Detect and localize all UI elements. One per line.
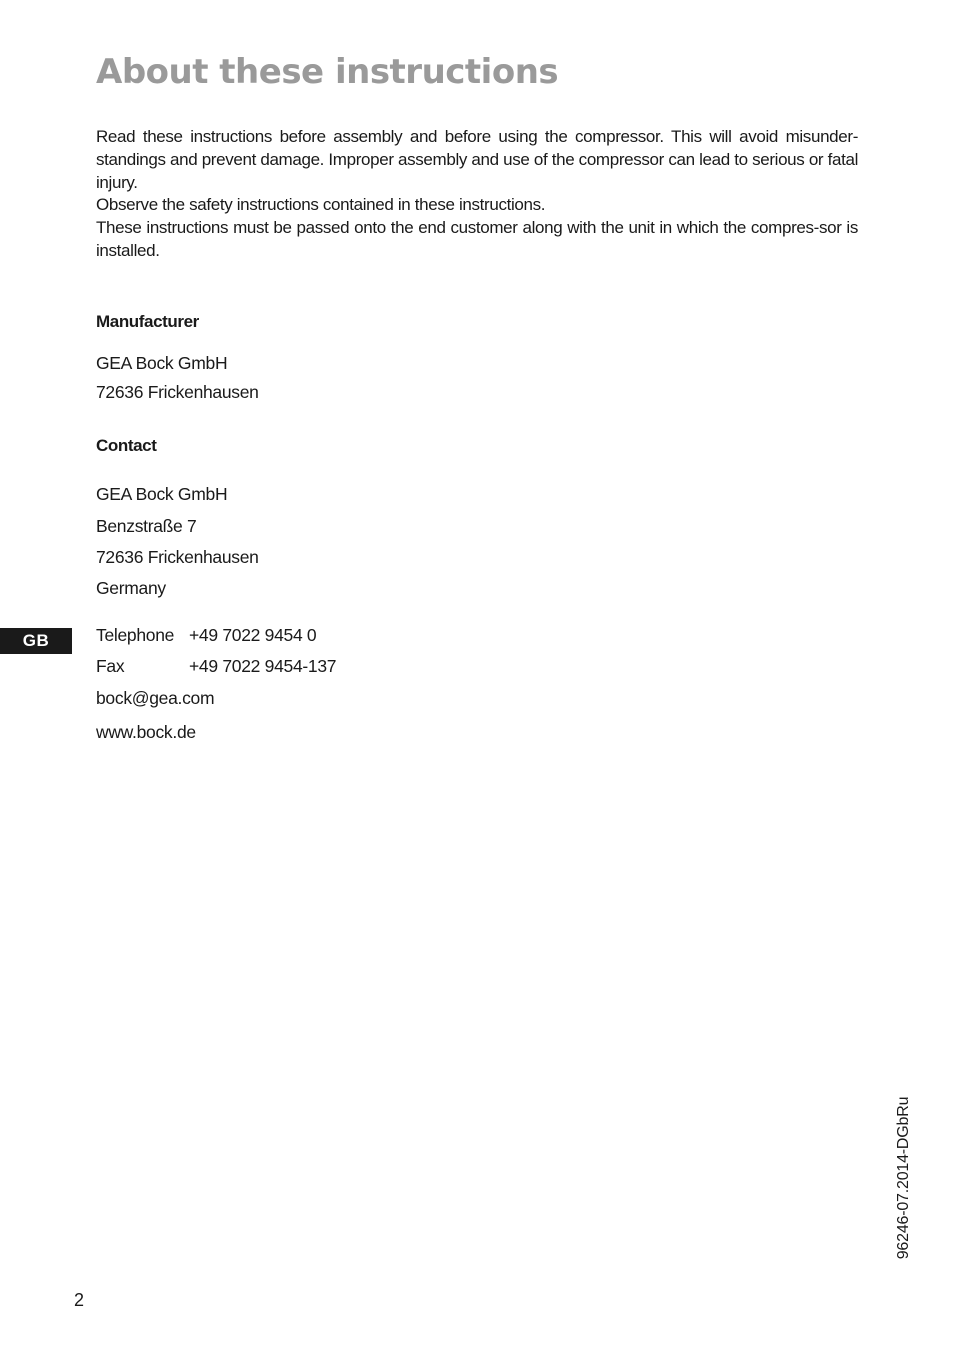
fax-number: +49 7022 9454-137 [189, 656, 337, 676]
telephone-label: Telephone [96, 625, 175, 645]
contact-street: Benzstraße 7 [96, 516, 197, 536]
telephone-number: +49 7022 9454 0 [189, 625, 317, 645]
contact-city: 72636 Frickenhausen [96, 547, 259, 567]
contact-heading: Contact [96, 436, 157, 455]
page-title: About these instructions [96, 52, 559, 92]
fax-label: Fax [96, 656, 125, 676]
manufacturer-name: GEA Bock GmbH [96, 353, 228, 373]
contact-country: Germany [96, 578, 166, 598]
document-number: 96246-07.2014-DGbRu [895, 1096, 912, 1260]
manufacturer-heading: Manufacturer [96, 312, 199, 331]
contact-company: GEA Bock GmbH [96, 484, 228, 504]
intro-paragraph-3: These instructions must be passed onto the end customer along with the unit in which the compres-sor is installed. [96, 218, 858, 260]
intro-paragraph-1: Read these instructions before assembly and before using the compressor. This will avoid misunder-standings and prevent damage. Improper assembly and use of the compressor can lead to serious or fatal injury. [96, 127, 858, 192]
manufacturer-city: 72636 Frickenhausen [96, 382, 259, 402]
intro-text [96, 126, 858, 263]
contact-telephone [96, 625, 316, 646]
language-tab: GB [0, 628, 72, 654]
contact-website: www.bock.de [96, 722, 196, 742]
contact-fax [96, 656, 336, 677]
contact-email: bock@gea.com [96, 688, 215, 708]
page-number: 2 [74, 1290, 85, 1310]
intro-paragraph-2: Observe the safety instructions contained in these instructions. [96, 195, 546, 215]
